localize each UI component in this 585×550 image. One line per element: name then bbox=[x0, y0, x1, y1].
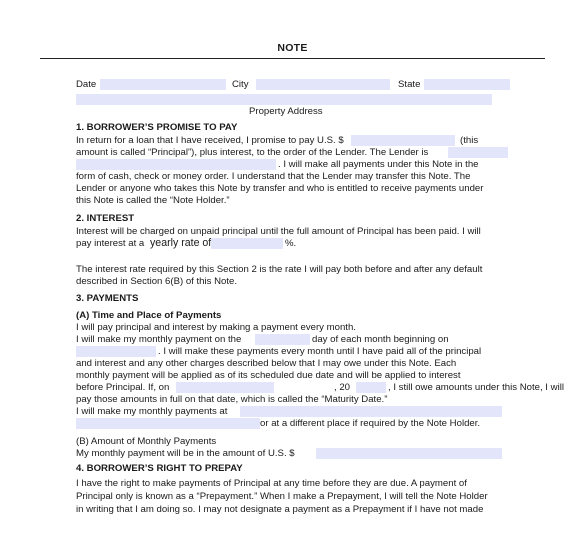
property-address-label: Property Address bbox=[249, 106, 323, 117]
s3-sub-a: (A) Time and Place of Payments bbox=[76, 310, 222, 321]
state-label: State bbox=[398, 79, 421, 90]
date-label: Date bbox=[76, 79, 97, 90]
s1-line-5: Lender or anyone who takes this Note by transfer and who is entitled to receive payments under bbox=[76, 183, 484, 194]
s2-line-4: described in Section 6(B) of this Note. bbox=[76, 276, 238, 287]
s3-b-line-1: My monthly payment will be in the amount of U.S. $ bbox=[76, 448, 295, 459]
s1-line-6: this Note is called the “Note Holder.” bbox=[76, 195, 230, 206]
section-2-heading: 2. INTEREST bbox=[76, 213, 135, 224]
s4-line-1: I have the right to make payments of Principal at any time before they are due. A payment of bbox=[76, 478, 467, 489]
s3-a-line-7: pay those amounts in full on that date, which is called the “Maturity Date.” bbox=[76, 394, 388, 405]
monthly-payment-field[interactable] bbox=[316, 448, 502, 459]
lender-name-field-a[interactable] bbox=[448, 147, 508, 158]
s3-a-line-3: . I will make these payments every month until I have paid all of the principal bbox=[158, 346, 482, 357]
state-field[interactable] bbox=[424, 79, 510, 90]
s3-a-line-5: monthly payment will be applied as of its scheduled due date and will be applied to interest bbox=[76, 370, 461, 381]
s2-line-3: The interest rate required by this Section 2 is the rate I will pay both before and after any default bbox=[76, 264, 483, 275]
s4-line-3: in writing that I am doing so. I may not designate a payment as a Prepayment if I have not made bbox=[76, 504, 484, 515]
s3-a-line-6c: , I still owe amounts under this Note, I will bbox=[388, 382, 564, 393]
s3-a-line-4: and interest and any other charges described below that I may owe under this Note. Each bbox=[76, 358, 457, 369]
payment-day-field[interactable] bbox=[255, 334, 310, 345]
maturity-year-field[interactable] bbox=[356, 382, 386, 393]
property-address-field[interactable] bbox=[76, 94, 492, 105]
city-label: City bbox=[232, 79, 249, 90]
s2-line-1: Interest will be charged on unpaid principal until the full amount of Principal has been paid. I will bbox=[76, 226, 481, 237]
document-page bbox=[0, 18, 585, 550]
principal-amount-field[interactable] bbox=[351, 135, 455, 146]
s2-line-2c: %. bbox=[285, 238, 297, 249]
s3-a-line-8: I will make my monthly payments at bbox=[76, 406, 228, 417]
s3-a-line-6b: , 20 bbox=[334, 382, 351, 393]
date-field[interactable] bbox=[100, 79, 226, 90]
s2-line-2b: yearly rate of bbox=[150, 237, 212, 249]
city-field[interactable] bbox=[256, 79, 390, 90]
title-rule bbox=[40, 58, 545, 59]
section-3-heading: 3. PAYMENTS bbox=[76, 293, 139, 304]
s1-line-2: amount is called “Principal”), plus interest, to the order of the Lender. The Lender is bbox=[76, 147, 429, 158]
s4-line-2: Principal only is known as a “Prepayment.” When I make a Prepayment, I will tell the Note Holder bbox=[76, 491, 488, 502]
maturity-date-field[interactable] bbox=[176, 382, 274, 393]
s3-a-line-9: or at a different place if required by the Note Holder. bbox=[260, 418, 481, 429]
s1-line-3: . I will make all payments under this Note in the bbox=[278, 159, 479, 170]
viewer-top-bar bbox=[0, 0, 585, 19]
payment-place-field-a[interactable] bbox=[240, 406, 502, 417]
s3-a-line-1: I will pay principal and interest by making a payment every month. bbox=[76, 322, 356, 333]
section-1-heading: 1. BORROWER’S PROMISE TO PAY bbox=[76, 122, 238, 133]
s1-line-1b: (this bbox=[460, 135, 479, 146]
document-title: NOTE bbox=[277, 42, 308, 54]
s2-line-2a: pay interest at a bbox=[76, 238, 145, 249]
payment-place-field-b[interactable] bbox=[76, 418, 260, 429]
s3-a-line-2b: day of each month beginning on bbox=[312, 334, 449, 345]
s1-line-4: form of cash, check or money order. I understand that the Lender may transfer this Note. The bbox=[76, 171, 471, 182]
s3-sub-b: (B) Amount of Monthly Payments bbox=[76, 436, 217, 447]
section-4-heading: 4. BORROWER’S RIGHT TO PREPAY bbox=[76, 463, 243, 474]
s3-a-line-2a: I will make my monthly payment on the bbox=[76, 334, 242, 345]
s3-a-line-6a: before Principal. If, on bbox=[76, 382, 170, 393]
s1-line-1a: In return for a loan that I have received, I promise to pay U.S. $ bbox=[76, 135, 344, 146]
first-payment-date-field[interactable] bbox=[76, 346, 156, 357]
lender-name-field-b[interactable] bbox=[76, 159, 276, 170]
interest-rate-field[interactable] bbox=[211, 238, 283, 249]
